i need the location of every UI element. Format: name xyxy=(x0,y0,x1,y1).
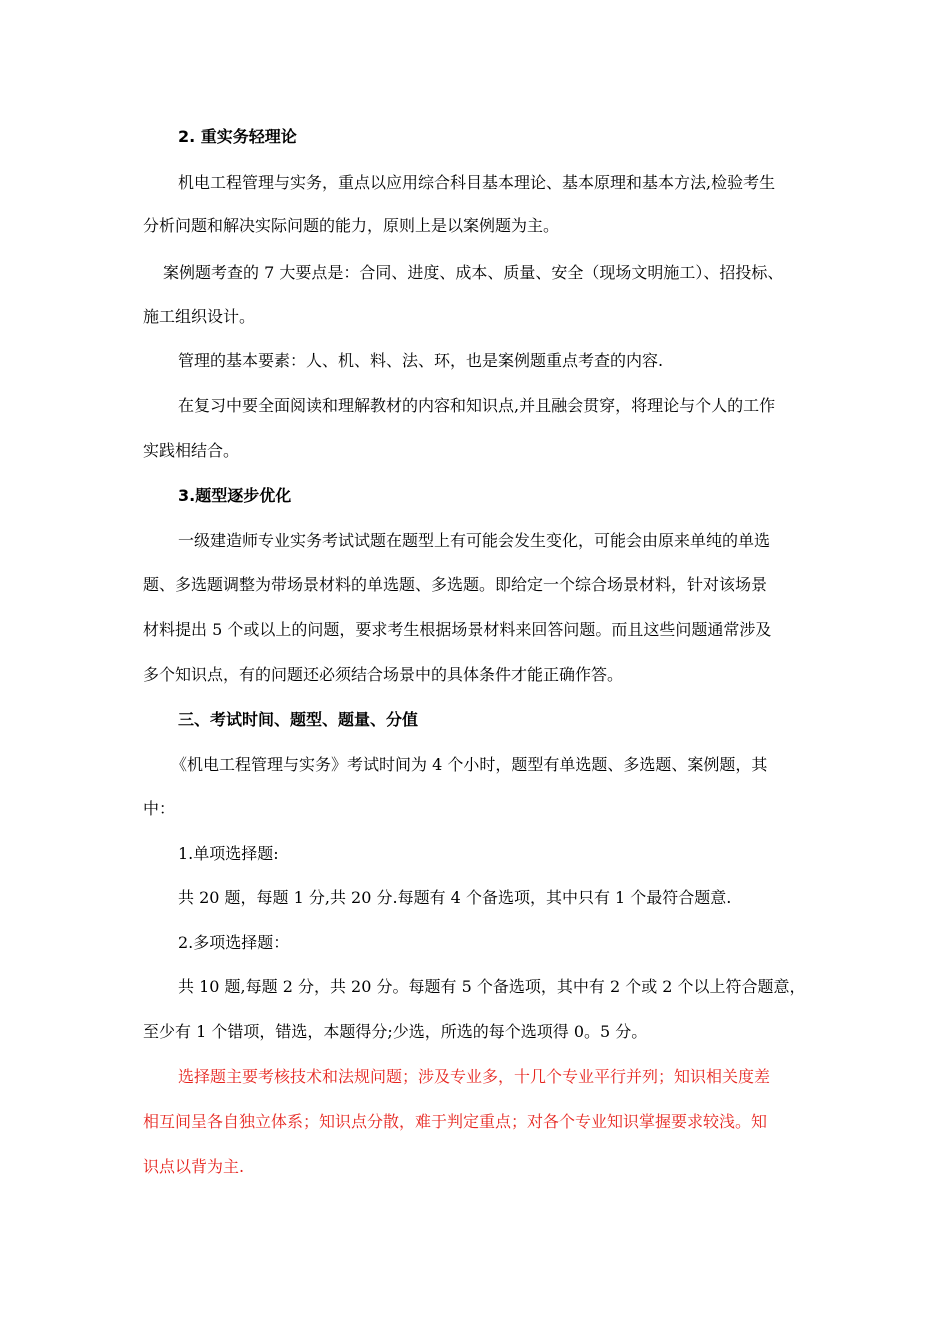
multi-choice-desc-line2: 至少有 1 个错项，错选，本题得分;少选，所选的每个选项得 0。5 分。 xyxy=(143,1022,648,1041)
section2-para4-line2: 实践相结合。 xyxy=(143,441,240,460)
section3-para1-line3: 材料提出 5 个或以上的问题，要求考生根据场景材料来回答问题。而且这些问题通常涉及 xyxy=(143,620,772,639)
single-choice-desc: 共 20 题，每题 1 分,共 20 分.每题有 4 个备选项，其中只有 1 个最符合题意. xyxy=(178,888,732,907)
note-line2: 相互间呈各自独立体系；知识点分散，难于判定重点；对各个专业知识掌握要求较浅。知 xyxy=(143,1112,768,1131)
section2-para1-line2: 分析问题和解决实际问题的能力，原则上是以案例题为主。 xyxy=(143,216,560,235)
section2-para1-line1: 机电工程管理与实务，重点以应用综合科目基本理论、基本原理和基本方法,检验考生 xyxy=(178,173,776,192)
single-choice-title: 1.单项选择题: xyxy=(178,844,279,863)
multi-choice-title: 2.多项选择题： xyxy=(178,933,290,952)
section2-para4-line1: 在复习中要全面阅读和理解教材的内容和知识点,并且融会贯穿，将理论与个人的工作 xyxy=(178,396,776,415)
note-line1: 选择题主要考核技术和法规问题；涉及专业多，十几个专业平行并列；知识相关度差 xyxy=(178,1067,771,1086)
section3-para1-line1: 一级建造师专业实务考试试题在题型上有可能会发生变化，可能会由原来单纯的单选 xyxy=(178,531,771,550)
exam-intro-line1: 《机电工程管理与实务》考试时间为 4 个小时，题型有单选题、多选题、案例题，其 xyxy=(171,755,768,774)
exam-heading: 三、考试时间、题型、题量、分值 xyxy=(178,710,419,729)
multi-choice-desc-line1: 共 10 题,每题 2 分，共 20 分。每题有 5 个备选项，其中有 2 个或 2 个以上符合题意， xyxy=(178,977,806,996)
section3-para1-line2: 题、多选题调整为带场景材料的单选题、多选题。即给定一个综合场景材料，针对该场景 xyxy=(143,575,768,594)
section2-para2-line2: 施工组织设计。 xyxy=(143,307,256,326)
section3-para1-line4: 多个知识点，有的问题还必须结合场景中的具体条件才能正确作答。 xyxy=(143,665,624,684)
section2-para2-line1: 案例题考查的 7 大要点是：合同、进度、成本、质量、安全（现场文明施工）、招投标、 xyxy=(163,263,784,282)
section3-heading: 3.题型逐步优化 xyxy=(178,486,292,505)
section2-heading: 2. 重实务轻理论 xyxy=(178,127,297,146)
note-line3: 识点以背为主. xyxy=(143,1157,245,1176)
exam-intro-line2: 中： xyxy=(143,799,176,818)
section2-para3: 管理的基本要素：人、机、料、法、环，也是案例题重点考查的内容. xyxy=(178,351,664,370)
